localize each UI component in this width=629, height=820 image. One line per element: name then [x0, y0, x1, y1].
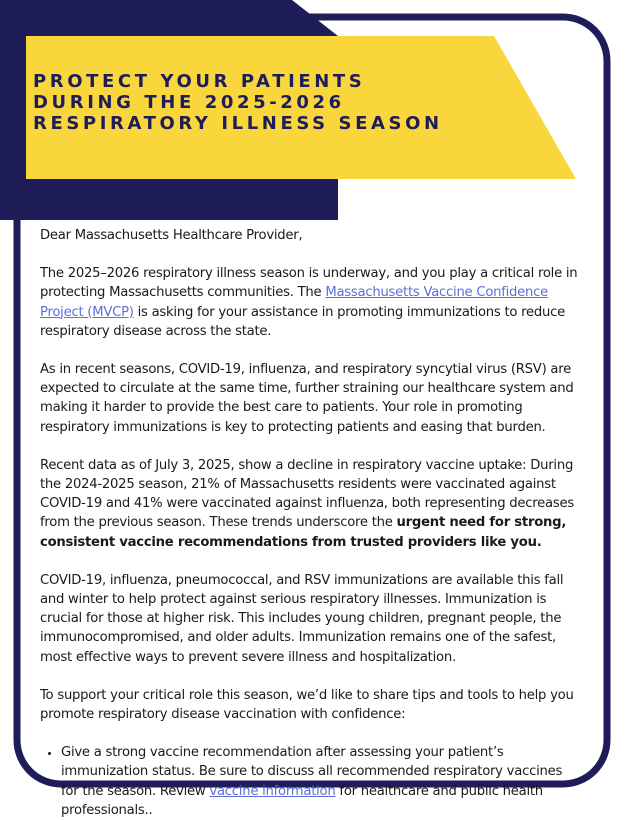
intro-paragraph: [40, 264, 580, 341]
intro-text-end: is asking for your assistance in promoting immunizations to reduce respiratory disease across the state.: [40, 304, 565, 339]
urgent-need-emphasis: urgent need for strong, consistent vaccine recommendations from trusted providers like you.: [40, 515, 567, 550]
mvcp-link[interactable]: Massachusetts Vaccine Confidence Project (MVCP): [40, 285, 549, 320]
greeting: Dear Massachusetts Healthcare Provider,: [40, 228, 303, 243]
list-item: [61, 743, 580, 820]
letter-body: [40, 226, 580, 820]
tip-text-end: for healthcare and public health professionals..: [61, 783, 543, 818]
cocirculation-paragraph: As in recent seasons, COVID-19, influenza, and respiratory syncytial virus (RSV) are expected to circulate at the same time, further straining our healthcare system and making it harder to provide the best care to patients. Your role in promoting respiratory immunizations is key to protecting patients and easing that burden.: [40, 362, 574, 435]
title-line-1: PROTECT YOUR PATIENTS: [33, 71, 366, 92]
tip-text-start: Give a strong vaccine recommendation after assessing your patient’s immunization status. Be sure to discuss all recommended respiratory vaccines for the season. Review: [61, 745, 563, 799]
vaccine-information-link[interactable]: vaccine information: [209, 783, 336, 799]
uptake-text: Recent data as of July 3, 2025, show a decline in respiratory vaccine uptake: During the 2024-2025 season, 21% of Massachusetts residents were vaccinated against COVID-19 and 41% were vaccinated against influenza, both representing decreases from the previous season. These trends underscore the: [40, 457, 574, 531]
uptake-data-paragraph: [40, 456, 580, 552]
immunization-availability-paragraph: COVID-19, influenza, pneumococcal, and RSV immunizations are available this fall and winter to help protect against serious respiratory illnesses. Immunization is crucial for those at higher risk. This includes young children, pregnant people, the immunocompromised, and older adults. Immunization remains one of the safest, most effective ways to prevent severe illness and hospitalization.: [40, 572, 564, 665]
title-line-3: RESPIRATORY ILLNESS SEASON: [33, 113, 443, 134]
title-line-2: DURING THE 2025-2026: [33, 92, 345, 113]
intro-text-start: The 2025–2026 respiratory illness season is underway, and you play a critical role in protecting Massachusetts communities. The: [40, 266, 578, 301]
tips-list: [40, 743, 580, 820]
page-title: [33, 71, 473, 134]
support-intro-paragraph: To support your critical role this season, we’d like to share tips and tools to help you promote respiratory disease vaccination with confidence:: [40, 687, 574, 723]
